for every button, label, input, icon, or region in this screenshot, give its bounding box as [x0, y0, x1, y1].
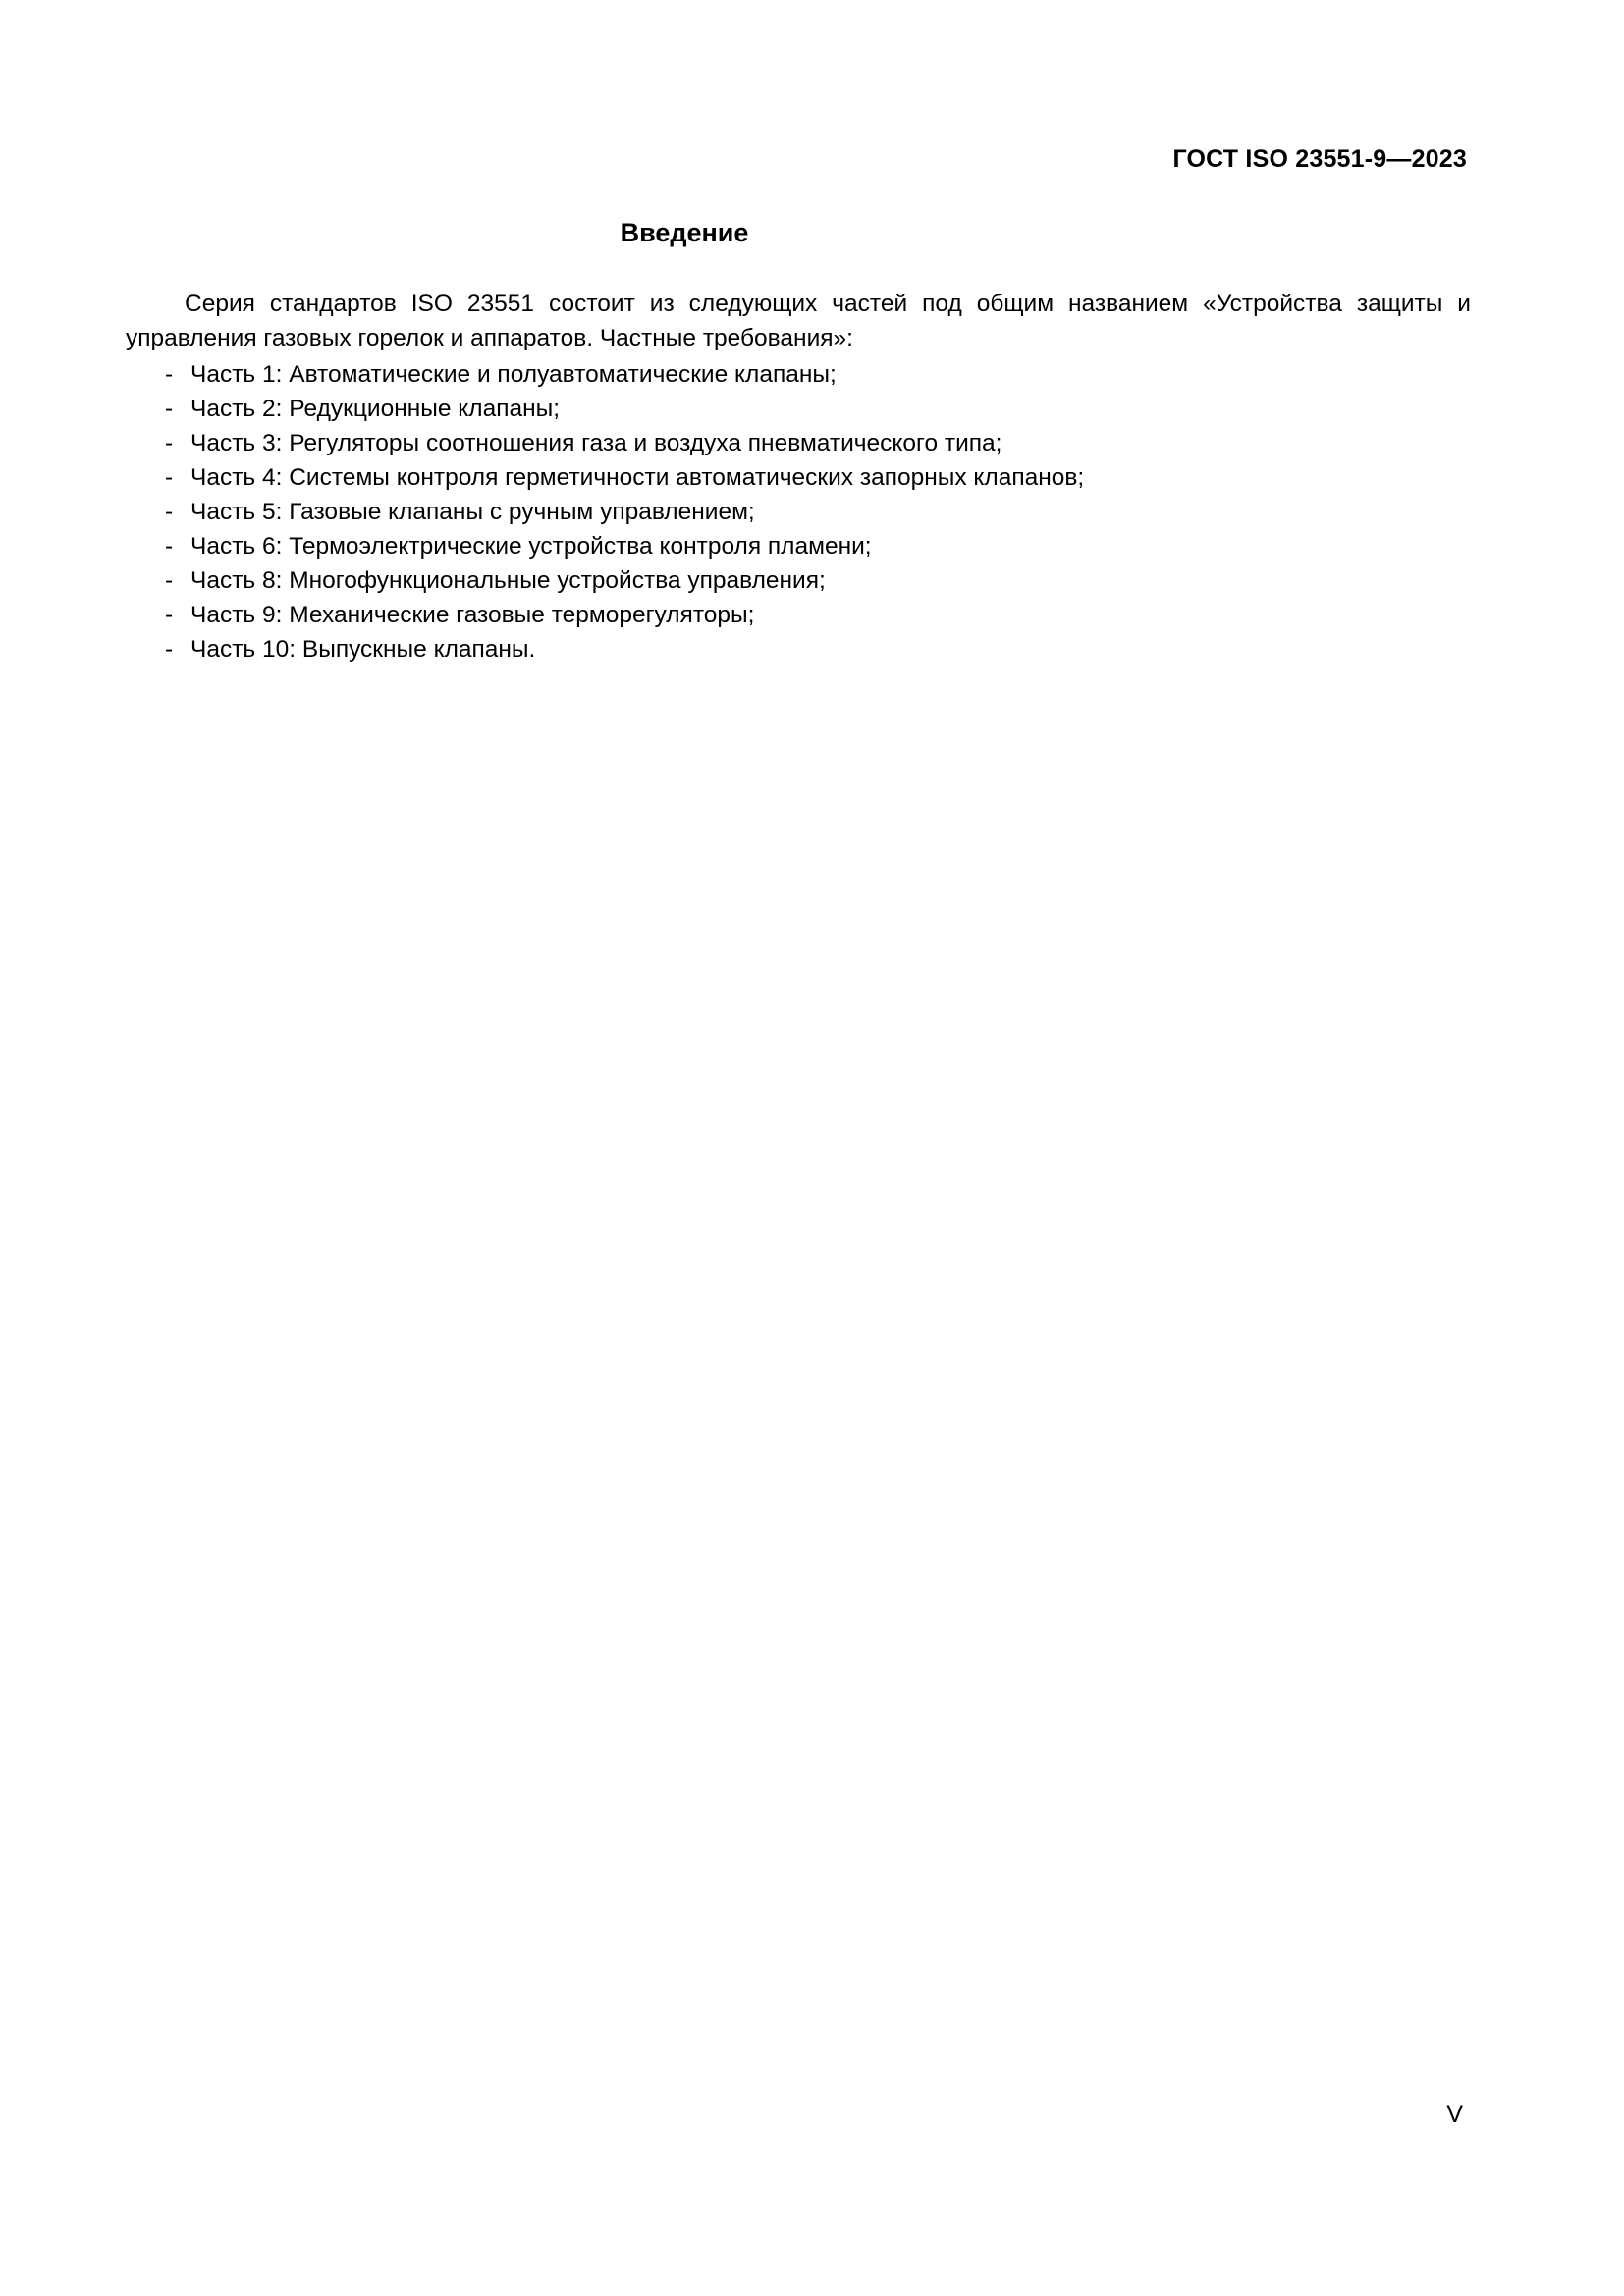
list-dash: -	[165, 533, 174, 560]
page-title: Введение	[620, 218, 749, 247]
list-dash: -	[165, 567, 174, 594]
intro-paragraph: Серия стандартов ISO 23551 состоит из следующих частей под общим названием «Устройства защиты и управления газовых горелок и аппаратов. Частные требования»:	[126, 291, 1471, 351]
list-dash: -	[165, 361, 174, 388]
list-item	[126, 357, 1500, 392]
list-item-label: Часть 10: Выпускные клапаны.	[190, 636, 536, 663]
page-header-standard-number: ГОСТ ISO 23551-9—2023	[1172, 145, 1467, 173]
list-item-label: Часть 3: Регуляторы соотношения газа и воздуха пневматического типа;	[190, 430, 1002, 456]
standard-parts-list	[126, 357, 1500, 667]
list-dash: -	[165, 636, 174, 663]
list-dash: -	[165, 602, 174, 628]
list-dash: -	[165, 464, 174, 491]
list-item	[126, 529, 1500, 563]
list-item-label: Часть 2: Редукционные клапаны;	[190, 396, 561, 422]
list-item	[126, 392, 1500, 426]
list-item-label: Часть 9: Механические газовые терморегуляторы;	[190, 602, 755, 628]
page-body	[126, 287, 1500, 667]
list-dash: -	[165, 499, 174, 525]
list-dash: -	[165, 430, 174, 456]
list-item	[126, 598, 1500, 632]
list-item	[126, 563, 1500, 598]
list-item-label: Часть 4: Системы контроля герметичности автоматических запорных клапанов;	[190, 464, 1085, 491]
page-number: V	[1446, 2101, 1463, 2128]
list-item	[126, 495, 1500, 529]
list-item-label: Часть 1: Автоматические и полуавтоматические клапаны;	[190, 361, 837, 388]
list-dash: -	[165, 396, 174, 422]
list-item-label: Часть 5: Газовые клапаны с ручным управлением;	[190, 499, 755, 525]
list-item	[126, 632, 1500, 667]
list-item-label: Часть 8: Многофункциональные устройства управления;	[190, 567, 826, 594]
list-item	[126, 426, 1500, 460]
list-item-label: Часть 6: Термоэлектрические устройства контроля пламени;	[190, 533, 872, 560]
list-item	[126, 460, 1500, 495]
